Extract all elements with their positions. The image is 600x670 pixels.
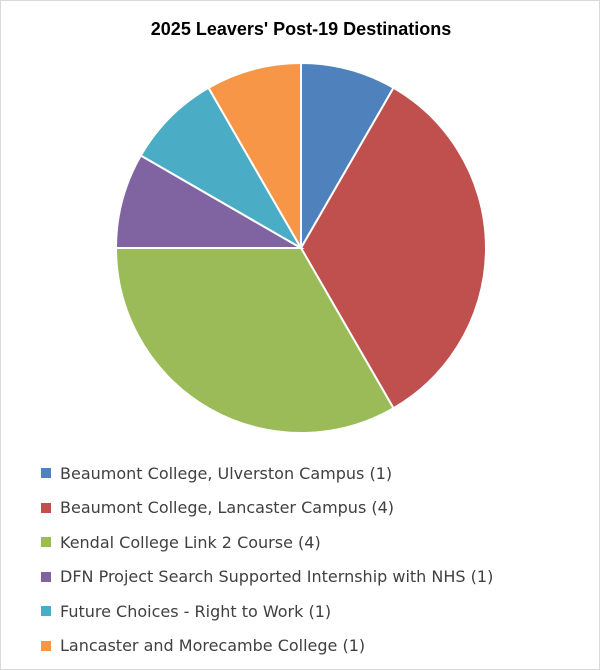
chart-title: 2025 Leavers' Post-19 Destinations — [150, 19, 452, 39]
legend-item — [41, 456, 493, 491]
legend-swatch — [41, 468, 51, 478]
legend-label: Beaumont College, Lancaster Campus (4) — [60, 498, 395, 518]
legend-label: Kendal College Link 2 Course (4) — [60, 532, 321, 552]
legend-label: Beaumont College, Ulverston Campus (1) — [60, 463, 393, 483]
legend-swatch — [41, 641, 51, 651]
legend-label: Future Choices - Right to Work (1) — [60, 601, 332, 621]
legend-swatch — [41, 606, 51, 616]
legend-swatch — [41, 537, 51, 547]
legend-label: Lancaster and Morecambe College (1) — [60, 636, 366, 656]
legend-swatch — [41, 503, 51, 513]
legend-item — [41, 525, 493, 560]
legend-swatch — [41, 572, 51, 582]
legend-item — [41, 560, 493, 595]
legend — [41, 456, 493, 663]
legend-label: DFN Project Search Supported Internship with NHS (1) — [60, 567, 494, 587]
pie-chart — [1, 1, 600, 451]
legend-item — [41, 594, 493, 629]
legend-item — [41, 491, 493, 526]
legend-item — [41, 629, 493, 664]
